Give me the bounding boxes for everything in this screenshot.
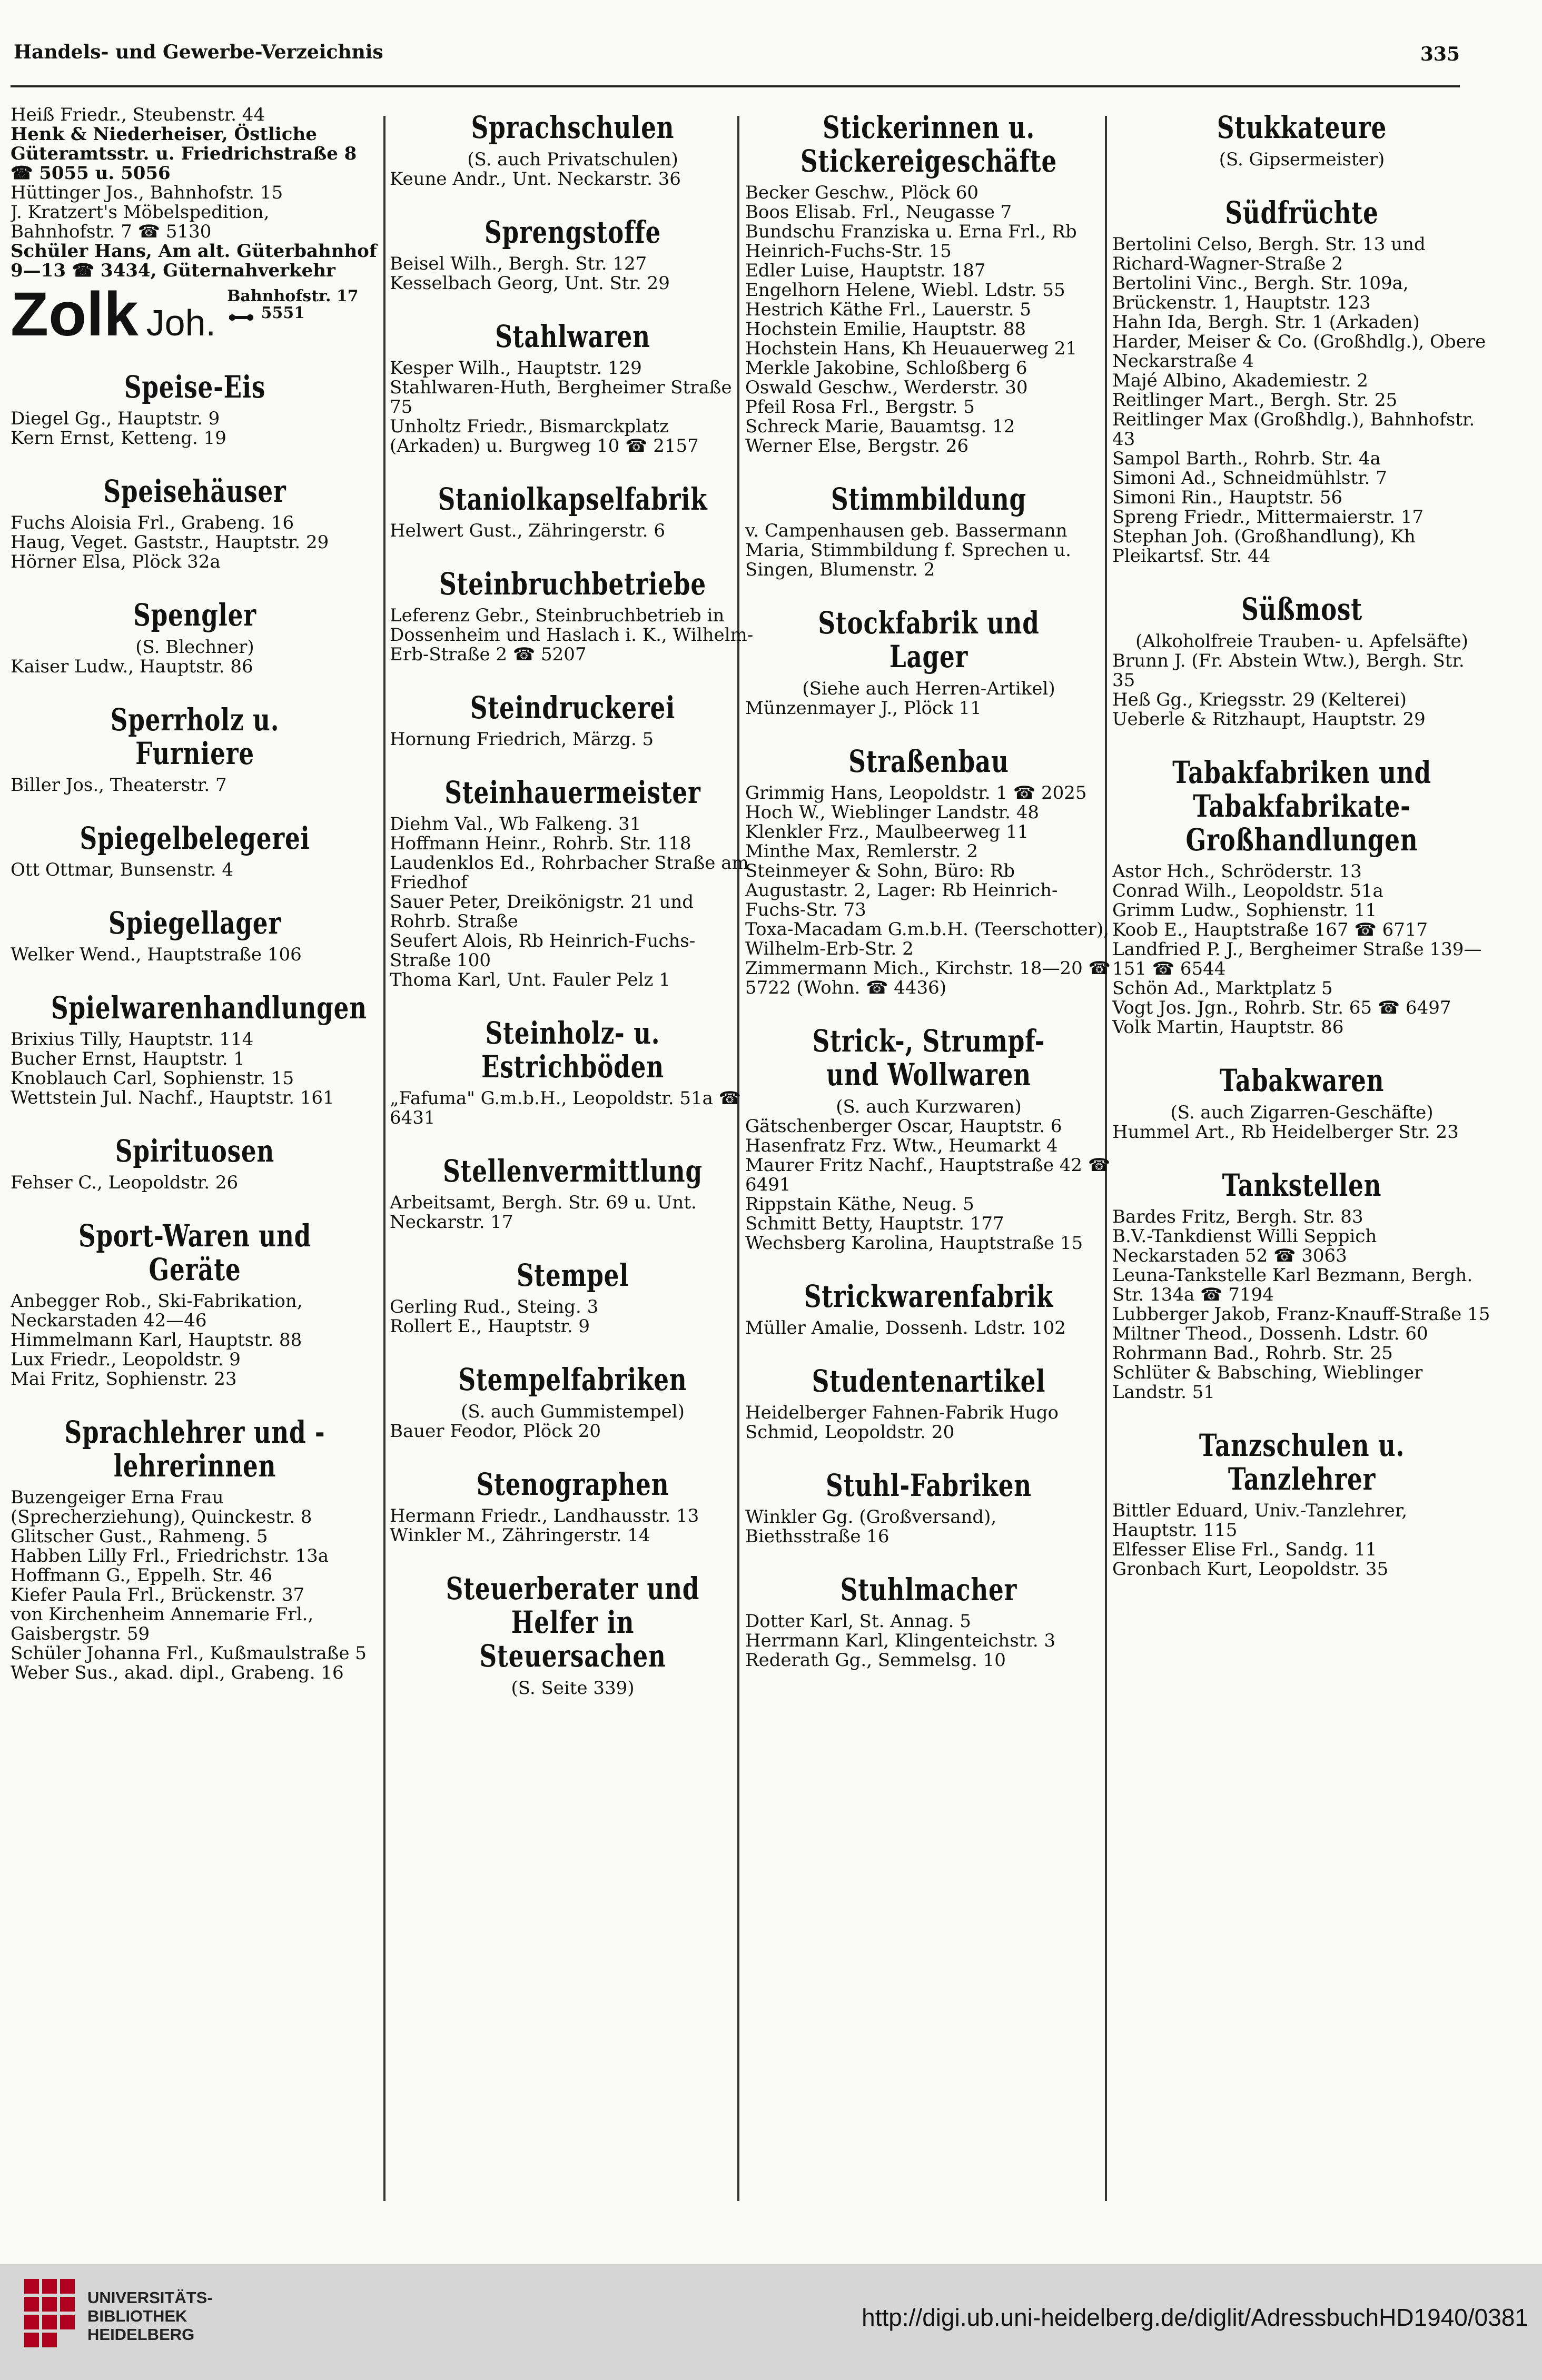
page-number: 335 [1420, 43, 1460, 65]
column-1 [11, 105, 379, 2254]
section-heading: Staniolkapselfabrik [438, 481, 708, 517]
section-note: (S. Blechner) [135, 637, 254, 658]
directory-entry: Thoma Karl, Unt. Fauler Pelz 1 [390, 969, 670, 990]
directory-entry: Landfried P. J., Bergheimer Straße 139—151 ☎ 6544 [1112, 939, 1482, 979]
section-heading: Stuhlmacher [840, 1572, 1017, 1608]
directory-entry: Lux Friedr., Leopoldstr. 9 [11, 1349, 241, 1370]
directory-entry: Rohrmann Bad., Rohrb. Str. 25 [1112, 1343, 1393, 1364]
library-line: UNIVERSITÄTS- [87, 2288, 213, 2307]
section-heading: Südfrüchte [1225, 195, 1379, 231]
directory-entry: Helwert Gust., Zähringerstr. 6 [390, 520, 666, 541]
directory-entry: Hummel Art., Rb Heidelberger Str. 23 [1112, 1122, 1459, 1143]
university-logo-icon [18, 2273, 81, 2352]
directory-entry: Kiefer Paula Frl., Brückenstr. 37 [11, 1584, 305, 1605]
directory-entry: Elfesser Elise Frl., Sandg. 11 [1112, 1539, 1377, 1560]
directory-entry: Spreng Friedr., Mittermaierstr. 17 [1112, 507, 1424, 528]
directory-entry: Münzenmayer J., Plöck 11 [745, 698, 982, 719]
directory-entry: v. Campenhausen geb. Bassermann Maria, Stimmbildung f. Sprechen u. Singen, Blumenstr. 2 [745, 520, 1071, 580]
zolk-address-block [227, 288, 359, 322]
section-heading: Sprachschulen [471, 110, 675, 145]
directory-entry: Brunn J. (Fr. Abstein Wtw.), Bergh. Str. 35 [1112, 650, 1465, 691]
directory-entry: Leuna-Tankstelle Karl Bezmann, Bergh. Str. 134a ☎ 7194 [1112, 1265, 1473, 1305]
section-heading: Spielwarenhandlungen [51, 990, 367, 1026]
section-heading: Stenographen [476, 1466, 669, 1502]
section-heading: Sperrholz u. Furniere [110, 702, 280, 771]
library-name [87, 2288, 213, 2344]
directory-entry: Leferenz Gebr., Steinbruchbetrieb in Dossenheim und Haslach i. K., Wilhelm-Erb-Straße 2 ☎ 5207 [390, 605, 754, 665]
directory-entry: Hermann Friedr., Landhausstr. 13 [390, 1505, 699, 1526]
directory-entry: von Kirchenheim Annemarie Frl., Gaisbergstr. 59 [11, 1604, 314, 1644]
directory-entry: Dotter Karl, St. Annag. 5 [745, 1611, 971, 1632]
directory-entry: Hestrich Käthe Frl., Lauerstr. 5 [745, 299, 1032, 320]
zolk-phone: 5551 [261, 304, 305, 322]
section-heading: Speise-Eis [124, 369, 266, 405]
directory-entry: Reitlinger Mart., Bergh. Str. 25 [1112, 390, 1398, 411]
directory-entry: Pfeil Rosa Frl., Bergstr. 5 [745, 396, 975, 418]
entry: Heiß Friedr., Steubenstr. 44 [11, 105, 265, 125]
zolk-address: Bahnhofstr. 17 [227, 287, 359, 305]
directory-entry: Wechsberg Karolina, Hauptstraße 15 [745, 1233, 1083, 1254]
directory-entry: Winkler M., Zähringerstr. 14 [390, 1525, 650, 1546]
section-heading: Studentenartikel [812, 1363, 1046, 1399]
section-note: (S. auch Gummistempel) [461, 1401, 685, 1422]
directory-entry: Bardes Fritz, Bergh. Str. 83 [1112, 1206, 1363, 1227]
section-heading: Steindruckerei [470, 690, 676, 726]
section-note: (S. auch Kurzwaren) [836, 1096, 1022, 1117]
entry: J. Kratzert's Möbelspedition, Bahnhofstr. 7 ☎ 5130 [11, 202, 270, 242]
header-rule [11, 85, 1460, 87]
directory-entry: Winkler Gg. (Großversand), Biethsstraße 16 [745, 1506, 997, 1547]
directory-entry: Arbeitsamt, Bergh. Str. 69 u. Unt. Neckarstr. 17 [390, 1192, 697, 1233]
directory-entry: Heß Gg., Kriegsstr. 29 (Kelterei) [1112, 689, 1407, 710]
directory-entry: Bauer Feodor, Plöck 20 [390, 1421, 601, 1442]
directory-entry: Majé Albino, Akademiestr. 2 [1112, 370, 1369, 391]
directory-entry: Schmitt Betty, Hauptstr. 177 [745, 1213, 1004, 1234]
directory-entry: „Fafuma" G.m.b.H., Leopoldstr. 51a ☎ 6431 [390, 1088, 742, 1128]
directory-entry: Hörner Elsa, Plöck 32a [11, 551, 221, 572]
directory-entry: Buzengeiger Erna Frau (Sprecherziehung), Quinckestr. 8 [11, 1487, 312, 1528]
directory-entry: Zimmermann Mich., Kirchstr. 18—20 ☎ 5722 (Wohn. ☎ 4436) [745, 958, 1111, 998]
directory-entry: Grimm Ludw., Sophienstr. 11 [1112, 900, 1377, 921]
directory-entry: Unholtz Friedr., Bismarckplatz (Arkaden) u. Burgweg 10 ☎ 2157 [390, 416, 699, 457]
directory-entry: Kaiser Ludw., Hauptstr. 86 [11, 656, 253, 677]
library-line: BIBLIOTHEK [87, 2307, 187, 2325]
column-2-sections [390, 111, 756, 1698]
directory-entry: Kesselbach Georg, Unt. Str. 29 [390, 273, 670, 294]
directory-entry: Kern Ernst, Ketteng. 19 [11, 428, 226, 449]
column-3-sections [745, 111, 1112, 1670]
directory-entry: Miltner Theod., Dossenh. Ldstr. 60 [1112, 1323, 1428, 1344]
directory-entry: Habben Lilly Frl., Friedrichstr. 13a [11, 1545, 329, 1566]
directory-entry: Knoblauch Carl, Sophienstr. 15 [11, 1068, 294, 1089]
section-note: (Alkoholfreie Trauben- u. Apfelsäfte) [1135, 631, 1468, 652]
section-heading: Stimmbildung [831, 481, 1026, 517]
entry: Henk & Niederheiser, Östliche Güteramtsstr. u. Friedrichstraße 8 ☎ 5055 u. 5056 [11, 124, 357, 184]
directory-entry: Minthe Max, Remlerstr. 2 [745, 841, 978, 862]
directory-entry: Rippstain Käthe, Neug. 5 [745, 1194, 974, 1215]
entry: Schüler Hans, Am alt. Güterbahnhof 9—13 ☎ 3434, Güternahverkehr [11, 241, 377, 281]
source-url[interactable]: http://digi.ub.uni-heidelberg.de/diglit/AdressbuchHD1940/0381 [862, 2304, 1528, 2331]
directory-entry: Rollert E., Hauptstr. 9 [390, 1316, 590, 1337]
section-heading: Spengler [133, 597, 256, 633]
directory-entry: Schüler Johanna Frl., Kußmaulstraße 5 [11, 1643, 367, 1664]
directory-entry: Klenkler Frz., Maulbeerweg 11 [745, 821, 1029, 842]
section-heading: Sprachlehrer und -lehrerinnen [64, 1414, 325, 1484]
directory-entry: Laudenklos Ed., Rohrbacher Straße am Friedhof [390, 852, 749, 893]
directory-entry: Glitscher Gust., Rahmeng. 5 [11, 1526, 268, 1547]
directory-entry: Engelhorn Helene, Wiebl. Ldstr. 55 [745, 280, 1065, 301]
directory-entry: Hornung Friedrich, Märzg. 5 [390, 729, 654, 750]
directory-entry: Hasenfratz Frz. Wtw., Heumarkt 4 [745, 1135, 1058, 1156]
column-divider [383, 116, 386, 2201]
running-head: Handels- und Gewerbe-Verzeichnis [14, 41, 383, 63]
zolk-advertisement [11, 280, 379, 349]
directory-entry: Rederath Gg., Semmelsg. 10 [745, 1650, 1006, 1671]
section-heading: Steinbruchbetriebe [439, 566, 706, 602]
directory-entry: Maurer Fritz Nachf., Hauptstraße 42 ☎ 6491 [745, 1155, 1111, 1195]
directory-entry: Haug, Veget. Gaststr., Hauptstr. 29 [11, 532, 329, 553]
section-heading: Sprengstoffe [484, 214, 661, 250]
zolk-first-name: Joh. [146, 302, 216, 343]
directory-entry: Diehm Val., Wb Falkeng. 31 [390, 814, 641, 835]
directory-entry: Kesper Wilh., Hauptstr. 129 [390, 358, 642, 379]
section-heading: Tabakfabriken und Tabakfabrikate-Großhandlungen [1172, 755, 1431, 858]
directory-entry: Bertolini Vinc., Bergh. Str. 109a, Brückenstr. 1, Hauptstr. 123 [1112, 273, 1409, 313]
directory-entry: Beisel Wilh., Bergh. Str. 127 [390, 253, 647, 274]
zolk-name: Zolk [11, 280, 139, 349]
column-2 [390, 105, 756, 2254]
directory-entry: Boos Elisab. Frl., Neugasse 7 [745, 202, 1012, 223]
section-heading: Steuerberater und Helfer in Steuersachen [446, 1571, 700, 1674]
directory-entry: Gätschenberger Oscar, Hauptstr. 6 [745, 1116, 1062, 1137]
directory-entry: Sampol Barth., Rohrb. Str. 4a [1112, 448, 1381, 469]
telephone-icon [229, 309, 253, 319]
directory-entry: Stephan Joh. (Großhandlung), Kh Pleikartsf. Str. 44 [1112, 526, 1416, 567]
section-heading: Stuhl-Fabriken [826, 1467, 1032, 1503]
column-4-sections [1112, 111, 1491, 1579]
directory-entry: Bucher Ernst, Hauptstr. 1 [11, 1048, 245, 1069]
section-note: (Siehe auch Herren-Artikel) [802, 678, 1055, 699]
directory-entry: Anbegger Rob., Ski-Fabrikation, Neckarstaden 42—46 [11, 1291, 303, 1331]
directory-entry: Koob E., Hauptstraße 167 ☎ 6717 [1112, 919, 1428, 940]
section-heading: Stellenvermittlung [443, 1153, 703, 1189]
directory-entry: Fuchs Aloisia Frl., Grabeng. 16 [11, 512, 294, 533]
directory-entry: Simoni Ad., Schneidmühlstr. 7 [1112, 468, 1387, 489]
section-heading: Straßenbau [848, 743, 1009, 779]
directory-entry: Seufert Alois, Rb Heinrich-Fuchs-Straße 100 [390, 930, 696, 971]
directory-entry: Edler Luise, Hauptstr. 187 [745, 260, 986, 281]
directory-entry: Bittler Eduard, Univ.-Tanzlehrer, Hauptstr. 115 [1112, 1500, 1408, 1541]
directory-entry: Diegel Gg., Hauptstr. 9 [11, 408, 220, 429]
column-3 [745, 105, 1112, 2254]
directory-entry: Heidelberger Fahnen-Fabrik Hugo Schmid, Leopoldstr. 20 [745, 1402, 1059, 1443]
section-heading: Tanzschulen u. Tanzlehrer [1199, 1427, 1405, 1497]
directory-entry: Mai Fritz, Sophienstr. 23 [11, 1368, 237, 1390]
column-4 [1112, 105, 1491, 2254]
directory-entry: Welker Wend., Hauptstraße 106 [11, 944, 302, 965]
directory-entry: Bundschu Franziska u. Erna Frl., Rb Heinrich-Fuchs-Str. 15 [745, 221, 1077, 262]
directory-entry: Fehser C., Leopoldstr. 26 [11, 1172, 239, 1193]
directory-entry: Oswald Geschw., Werderstr. 30 [745, 377, 1028, 398]
directory-entry: Conrad Wilh., Leopoldstr. 51a [1112, 880, 1383, 901]
directory-entry: Schön Ad., Marktplatz 5 [1112, 978, 1333, 999]
directory-entry: Herrmann Karl, Klingenteichstr. 3 [745, 1630, 1056, 1651]
section-heading: Strickwarenfabrik [804, 1278, 1054, 1314]
directory-entry: Schlüter & Babsching, Wieblinger Landstr. 51 [1112, 1362, 1423, 1403]
directory-entry: Becker Geschw., Plöck 60 [745, 182, 979, 203]
section-heading: Speisehäuser [103, 473, 286, 509]
section-heading: Süßmost [1241, 591, 1362, 627]
directory-entry: Lubberger Jakob, Franz-Knauff-Straße 15 [1112, 1304, 1490, 1325]
directory-entry: Stahlwaren-Huth, Bergheimer Straße 75 [390, 377, 732, 418]
section-heading: Stickerinnen u. Stickereigeschäfte [800, 110, 1057, 179]
directory-entry: Müller Amalie, Dossenh. Ldstr. 102 [745, 1317, 1066, 1338]
section-heading: Steinhauermeister [444, 775, 701, 810]
directory-entry: Bertolini Celso, Bergh. Str. 13 und Richard-Wagner-Straße 2 [1112, 234, 1426, 274]
directory-entry: Gronbach Kurt, Leopoldstr. 35 [1112, 1559, 1389, 1580]
section-heading: Steinholz- u. Estrichböden [481, 1015, 664, 1085]
section-heading: Tankstellen [1222, 1167, 1382, 1203]
directory-entry: Hahn Ida, Bergh. Str. 1 (Arkaden) [1112, 312, 1420, 333]
directory-entry: Merkle Jakobine, Schloßberg 6 [745, 358, 1027, 379]
section-heading: Spiegelbelegerei [80, 820, 310, 856]
library-line: HEIDELBERG [87, 2325, 195, 2344]
directory-entry: Hoffmann Heinr., Rohrb. Str. 118 [390, 833, 691, 854]
directory-entry: Himmelmann Karl, Hauptstr. 88 [11, 1330, 302, 1351]
directory-entry: Hochstein Emilie, Hauptstr. 88 [745, 319, 1026, 340]
section-note: (S. Gipsermeister) [1219, 149, 1385, 170]
directory-entry: Weber Sus., akad. dipl., Grabeng. 16 [11, 1662, 344, 1683]
directory-entry: Sauer Peter, Dreikönigstr. 21 und Rohrb. Straße [390, 891, 694, 932]
directory-entry: Brixius Tilly, Hauptstr. 114 [11, 1029, 254, 1050]
section-heading: Stempel [516, 1257, 629, 1293]
directory-entry: Hochstein Hans, Kh Heuauerweg 21 [745, 338, 1078, 359]
directory-entry: Biller Jos., Theaterstr. 7 [11, 775, 227, 796]
directory-entry: Hoffmann G., Eppelh. Str. 46 [11, 1565, 272, 1586]
directory-entry: Harder, Meiser & Co. (Großhdlg.), Obere Neckarstraße 4 [1112, 331, 1486, 372]
directory-entry: Ott Ottmar, Bunsenstr. 4 [11, 859, 233, 880]
section-heading: Stempelfabriken [458, 1362, 687, 1397]
directory-entry: Wettstein Jul. Nachf., Hauptstr. 161 [11, 1087, 334, 1108]
directory-entry: Simoni Rin., Hauptstr. 56 [1112, 487, 1343, 508]
directory-entry: Hoch W., Wieblinger Landstr. 48 [745, 802, 1040, 823]
directory-entry: Grimmig Hans, Leopoldstr. 1 ☎ 2025 [745, 782, 1087, 804]
section-note: (S. Seite 339) [511, 1678, 635, 1699]
section-heading: Strick-, Strumpf- und Wollwaren [812, 1023, 1045, 1093]
directory-entry: Astor Hch., Schröderstr. 13 [1112, 861, 1362, 882]
directory-entry: Vogt Jos. Jgn., Rohrb. Str. 65 ☎ 6497 [1112, 997, 1451, 1018]
column-1-sections [11, 370, 379, 1683]
directory-entry: Ueberle & Ritzhaupt, Hauptstr. 29 [1112, 709, 1426, 730]
section-heading: Spiegellager [108, 905, 281, 941]
directory-entry: Reitlinger Max (Großhdlg.), Bahnhofstr. 43 [1112, 409, 1475, 450]
directory-entry: Volk Martin, Hauptstr. 86 [1112, 1017, 1344, 1038]
directory-entry: B.V.-Tankdienst Willi Seppich Neckarstaden 52 ☎ 3063 [1112, 1226, 1377, 1266]
directory-entry: Werner Else, Bergstr. 26 [745, 435, 969, 457]
section-note: (S. auch Zigarren-Geschäfte) [1170, 1102, 1434, 1123]
directory-entry: Steinmeyer & Sohn, Büro: Rb Augustastr. 2, Lager: Rb Heinrich-Fuchs-Str. 73 [745, 860, 1058, 920]
section-note: (S. auch Privatschulen) [467, 149, 678, 170]
directory-entry: Toxa-Macadam G.m.b.H. (Teerschotter), Wilhelm-Erb-Str. 2 [745, 919, 1109, 959]
section-heading: Spirituosen [115, 1133, 275, 1169]
section-heading: Stockfabrik und Lager [818, 605, 1040, 675]
section-heading: Stukkateure [1217, 110, 1387, 145]
section-heading: Stahlwaren [495, 319, 650, 354]
directory-entry: Keune Andr., Unt. Neckarstr. 36 [390, 168, 681, 190]
section-heading: Sport-Waren und Geräte [78, 1218, 312, 1287]
entry: Hüttinger Jos., Bahnhofstr. 15 [11, 182, 283, 203]
directory-entry: Gerling Rud., Steing. 3 [390, 1296, 599, 1317]
section-heading: Tabakwaren [1219, 1063, 1385, 1098]
directory-entry: Schreck Marie, Bauamtsg. 12 [745, 416, 1015, 437]
